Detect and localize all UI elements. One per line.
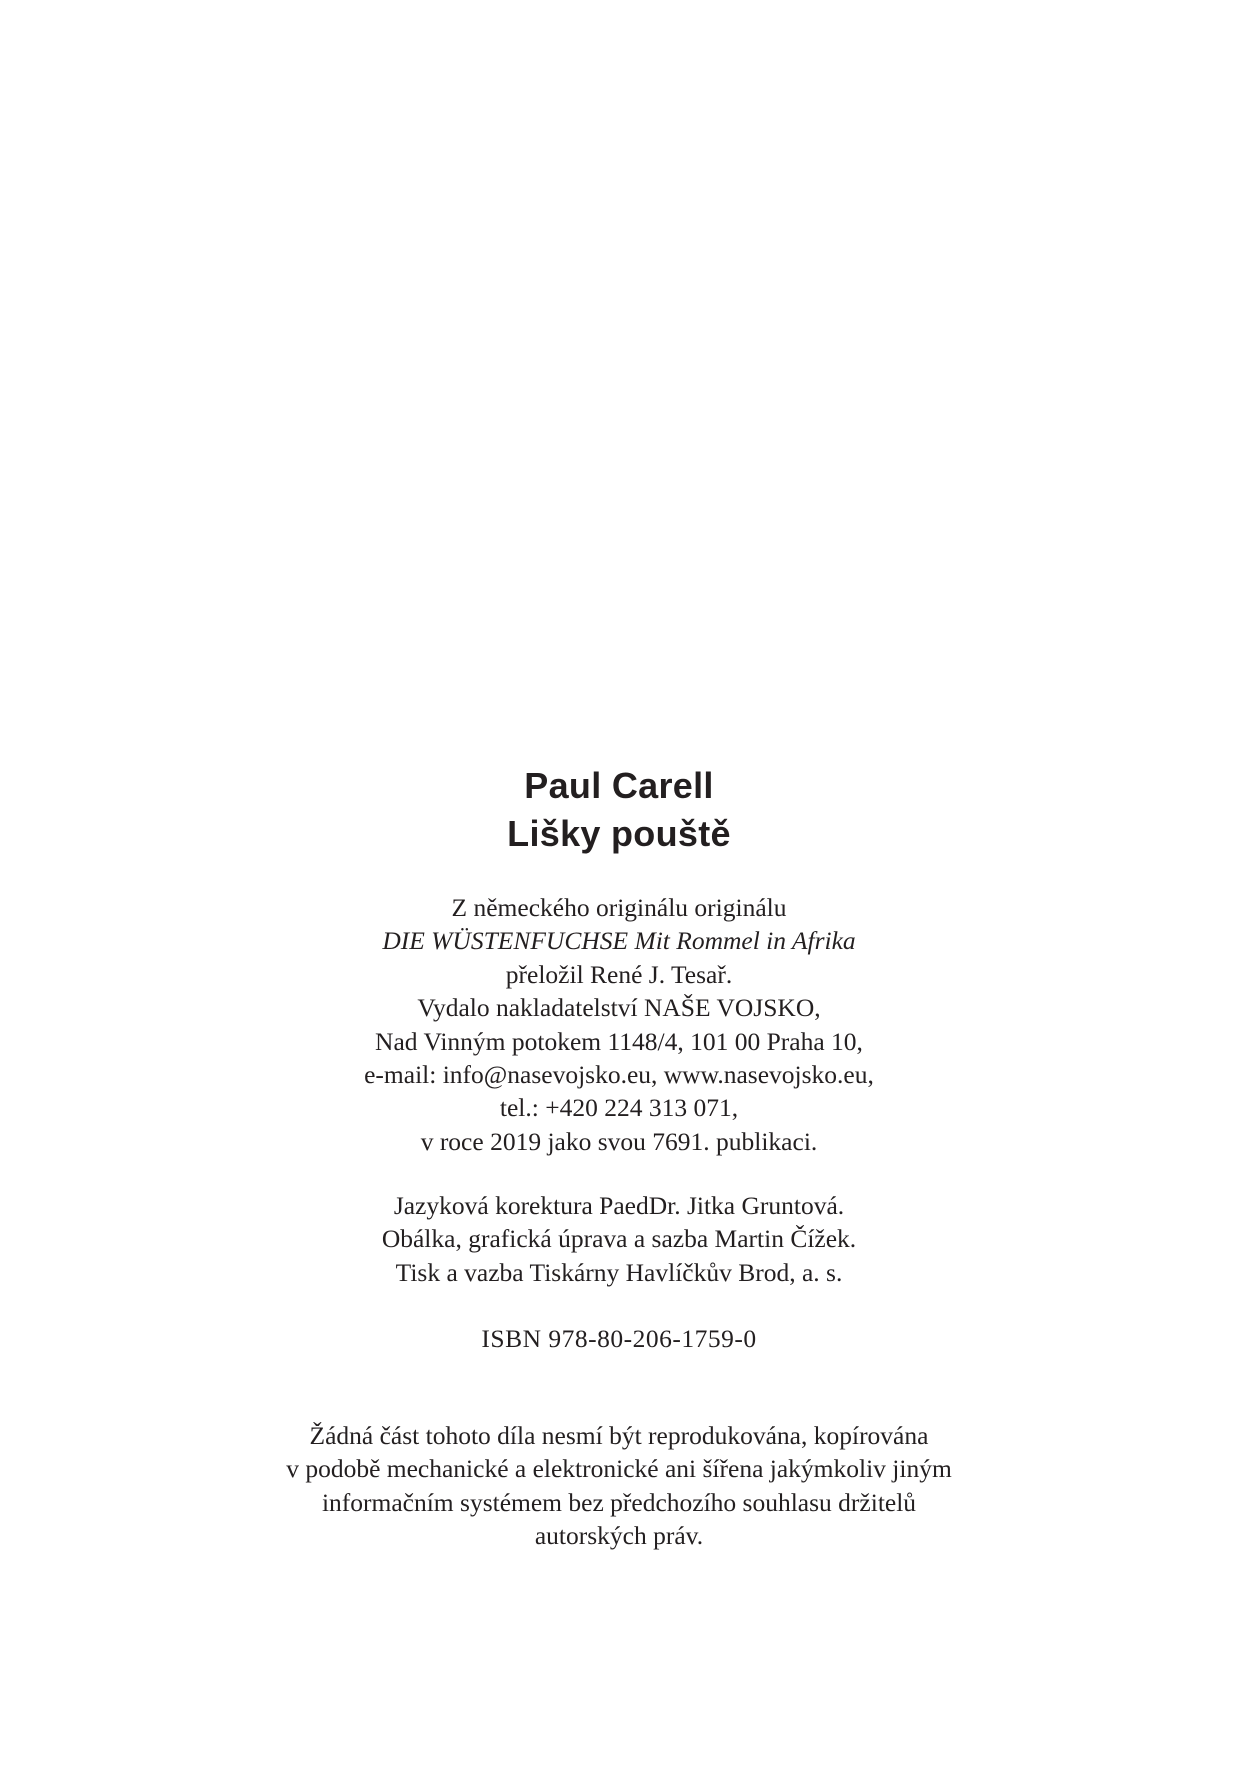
proofreading-credit: Jazyková korektura PaedDr. Jitka Gruntová. bbox=[393, 1191, 845, 1220]
book-title: Lišky pouště bbox=[507, 813, 731, 854]
original-title: DIE WÜSTENFUCHSE Mit Rommel in Afrika bbox=[382, 926, 856, 956]
copyright-line: informačním systémem bez předchozího souhlasu držitelů bbox=[321, 1487, 917, 1517]
imprint-block bbox=[0, 891, 1238, 1158]
translation-note: Z německého originálu originálu bbox=[451, 893, 787, 922]
isbn-block bbox=[0, 1322, 1238, 1355]
copyright-line: Žádná část tohoto díla nesmí být reprodukována, kopírována bbox=[309, 1421, 929, 1450]
title-block bbox=[0, 762, 1238, 858]
isbn: ISBN 978-80-206-1759-0 bbox=[481, 1324, 757, 1353]
publisher-contact: e-mail: info@nasevojsko.eu, www.nasevojsko.eu, bbox=[364, 1060, 874, 1090]
credits-block bbox=[0, 1189, 1238, 1289]
design-credit: Obálka, grafická úprava a sazba Martin Čížek. bbox=[381, 1224, 857, 1254]
publisher-address: Nad Vinným potokem 1148/4, 101 00 Praha 10, bbox=[375, 1026, 863, 1056]
copyright-line: v podobě mechanické a elektronické ani šířena jakýmkoliv jiným bbox=[286, 1454, 952, 1484]
printing-credit: Tisk a vazba Tiskárny Havlíčkův Brod, a. s. bbox=[395, 1257, 843, 1287]
publication-note: v roce 2019 jako svou 7691. publikaci. bbox=[420, 1126, 818, 1156]
publisher: Vydalo nakladatelství NAŠE VOJSKO, bbox=[417, 993, 821, 1023]
author-name: Paul Carell bbox=[524, 765, 714, 806]
copyright-line: autorských práv. bbox=[534, 1521, 704, 1551]
copyright-notice bbox=[0, 1419, 1238, 1553]
publisher-phone: tel.: +420 224 313 071, bbox=[499, 1093, 739, 1123]
translator: přeložil René J. Tesař. bbox=[505, 959, 733, 989]
